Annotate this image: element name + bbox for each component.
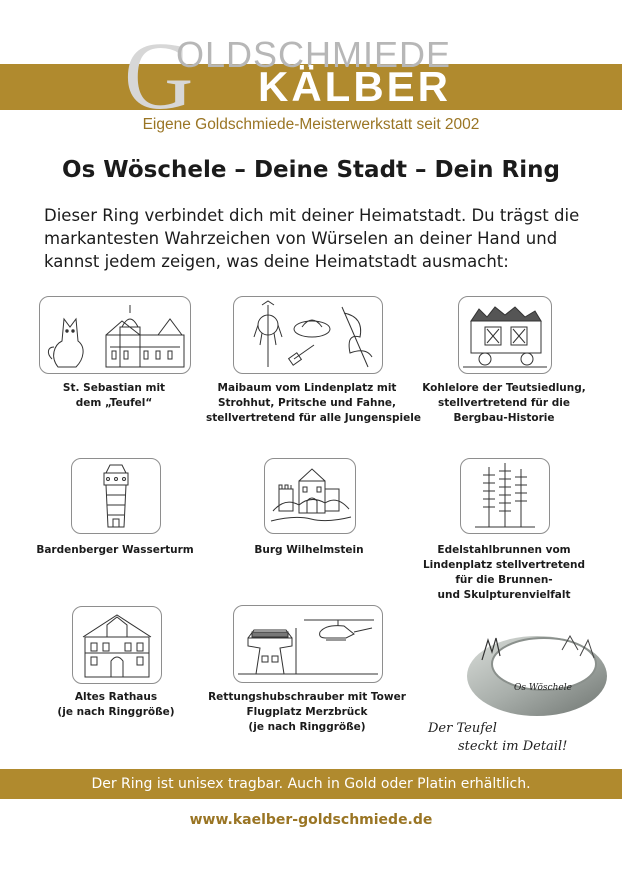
page-title: Os Wöschele – Deine Stadt – Dein Ring [62,157,560,183]
caption-line: Altes Rathaus [74,691,158,703]
caption-rathaus [26,690,206,720]
caption-line: (je nach Ringgröße) [57,706,175,718]
water-tower-icon [71,458,161,534]
ring-note-line2: steckt im Detail! [458,739,568,754]
footer-band-text: Der Ring ist unisex tragbar. Auch in Gold oder Platin erhältlich. [91,776,531,792]
caption-line: Maibaum vom Lindenplatz mit [217,382,397,394]
caption-burg [219,543,399,558]
caption-line: Strohhut, Pritsche und Fahne, [217,397,397,409]
caption-line: stellvertretend für die [438,397,570,409]
church-devil-icon [39,296,191,374]
website-link[interactable]: www.kaelber-goldschmiede.de [189,812,433,828]
caption-line: Bardenberger Wasserturm [36,544,194,556]
helicopter-tower-icon [233,605,383,683]
caption-line: (je nach Ringgröße) [248,721,366,733]
caption-line: Bergbau-Historie [453,412,555,424]
ring-image [462,620,612,720]
caption-brunnen [414,543,594,603]
ring-note-line1: Der Teufel [428,721,497,736]
caption-line: Edelstahlbrunnen vom [437,544,571,556]
ring-note [428,720,608,756]
caption-line: Kohlelore der Teutsiedlung, [422,382,586,394]
caption-line: und Skulpturenvielfalt [437,589,571,601]
caption-kohlelore [414,381,594,426]
maypole-hat-flag-icon [233,296,383,374]
town-hall-icon [72,606,162,684]
caption-line: dem „Teufel“ [75,397,153,409]
caption-wasserturm [25,543,205,558]
logo-top-text: OLDSCHMIEDE [176,34,452,75]
logo-letter: G [124,22,194,129]
caption-line: St. Sebastian mit [62,382,166,394]
castle-icon [264,458,356,534]
mining-cart-icon [458,296,552,374]
caption-maibaum [206,381,421,426]
caption-line: Burg Wilhelmstein [254,544,364,556]
caption-line: stellvertretend für alle Jungenspiele [206,412,421,424]
caption-line: für die Brunnen- [455,574,553,586]
caption-line: Rettungshubschrauber mit Tower [208,691,406,703]
caption-line: Flugplatz Merzbrück [246,706,368,718]
caption-hubschrauber [206,690,408,735]
fountain-icon [460,458,550,534]
logo-bottom-text: KÄLBER [258,63,451,110]
tagline: Eigene Goldschmiede-Meisterwerkstatt seit 2002 [142,116,480,133]
caption-line: Lindenplatz stellvertretend [422,559,586,571]
ring-engraving: Os Wöschele [514,683,572,693]
intro-paragraph: Dieser Ring verbindet dich mit deiner Heimatstadt. Du trägst die markantesten Wahrzeichen von Würselen an deiner Hand und kannst jedem zeigen, was deine Heimatstadt ausmacht: [44,206,580,271]
caption-st-sebastian [39,381,189,411]
